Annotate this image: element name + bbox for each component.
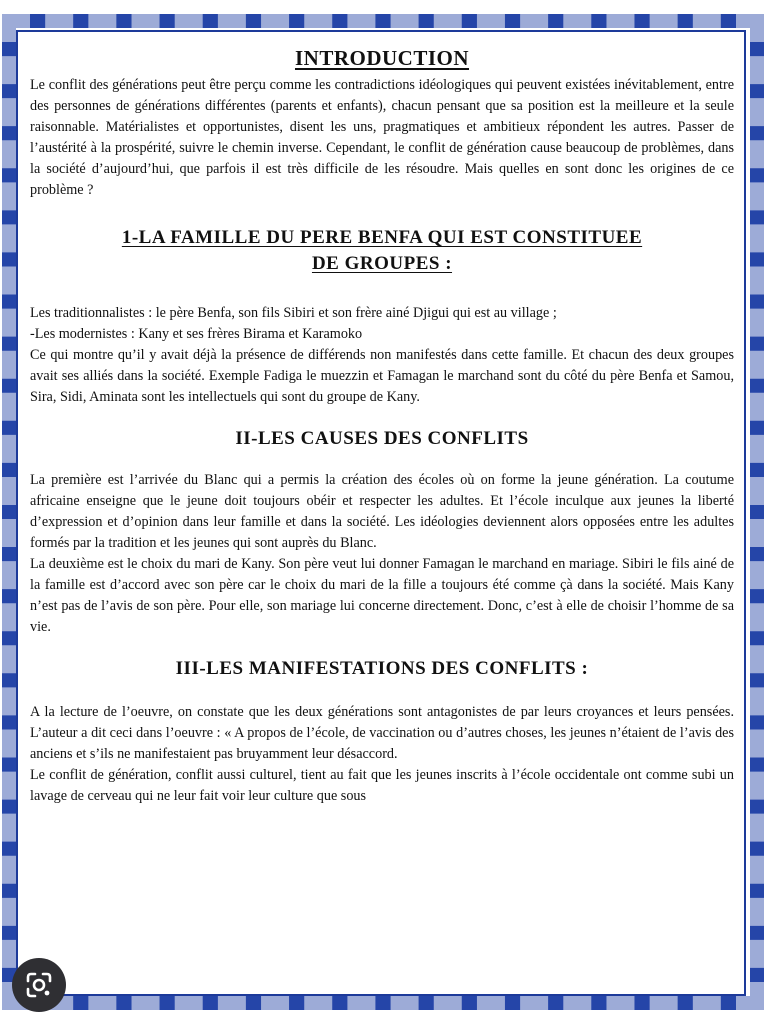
- section2-paragraph-1: La première est l’arrivée du Blanc qui a permis la création des écoles où on forme la jeune génération. La coutume africaine enseigne que le jeune doit toujours obéir et respecter les adultes. Et l’école inculque aux jeunes la liberté d’expression et d’opinion dans leur famille et dans la société. Les idéologies deviennent alors opposées entre les adultes formés par la tradition et les jeunes qui sont auprès du Blanc.: [30, 472, 734, 551]
- page-title: INTRODUCTION: [294, 46, 470, 70]
- section1-heading-line2: DE GROUPES :: [311, 253, 453, 274]
- lens-glyph-icon: [24, 970, 54, 1000]
- intro-paragraph: Le conflit des générations peut être perçu comme les contradictions idéologiques qui peuvent existées inévitablement, entre des personnes de générations différentes (parents et enfants), chacun pensant que sa position est la meilleure et la seule raisonnable. Matérialistes et opportunistes, disent les uns, pragmatiques et ambitieux répondent les autres. Passer de l’austérité à la prospérité, suivre le chemin inverse. Cependant, le conflit de génération cause beaucoup de problèmes, dans la société d’aujourd’hui, que parfois il est très difficile de les résoudre. Mais quelles en sont donc les origines de ce problème ?: [30, 77, 734, 198]
- section3-paragraph-2: Le conflit de génération, conflit aussi culturel, tient au fait que les jeunes inscrits à l’école occidentale ont comme subi un lavage de cerveau qui ne leur fait voir leur culture que sous: [30, 767, 734, 804]
- section1-heading-line1: 1-LA FAMILLE DU PERE BENFA QUI EST CONSTITUEE: [121, 227, 643, 248]
- section3-paragraph-1: A la lecture de l’oeuvre, on constate que les deux générations sont antagonistes de par leurs croyances et leurs pensées. L’auteur a dit ceci dans l’oeuvre : « A propos de l’école, de vaccination ou d’autres choses, les jeunes n’étaient de l’avis des anciens et s’ils ne manifestaient pas bruyamment leur désaccord.: [30, 704, 734, 762]
- section1-paragraph-2: -Les modernistes : Kany et ses frères Birama et Karamoko: [30, 326, 363, 342]
- section1-paragraph-3: Ce qui montre qu’il y avait déjà la présence de différends non manifestés dans cette famille. Et chacun des deux groupes avait ses alliés dans la société. Exemple Fadiga le muezzin et Famagan le marchand sont du côté du père Benfa et Samou, Sira, Sidi, Aminata sont les intellectuels qui sont du groupe de Kany.: [30, 347, 734, 405]
- document-body: [30, 46, 734, 807]
- section1-paragraph-1: Les traditionnalistes : le père Benfa, son fils Sibiri et son frère ainé Djigui qui est au village ;: [30, 305, 557, 321]
- section2-paragraph-2: La deuxième est le choix du mari de Kany. Son père veut lui donner Famagan le marchand en mariage. Sibiri le fils ainé de la famille est d’accord avec son père car le choix du mari de la fille a toujours été comme çà dans la société. Mais Kany n’est pas de l’avis de son père. Pour elle, son mariage lui concerne directement. Donc, c’est à elle de choisir l’homme de sa vie.: [30, 556, 734, 635]
- section2-heading: II-LES CAUSES DES CONFLITS: [235, 428, 529, 449]
- google-lens-icon[interactable]: [12, 958, 66, 1012]
- section3-heading: III-LES MANIFESTATIONS DES CONFLITS :: [175, 658, 589, 679]
